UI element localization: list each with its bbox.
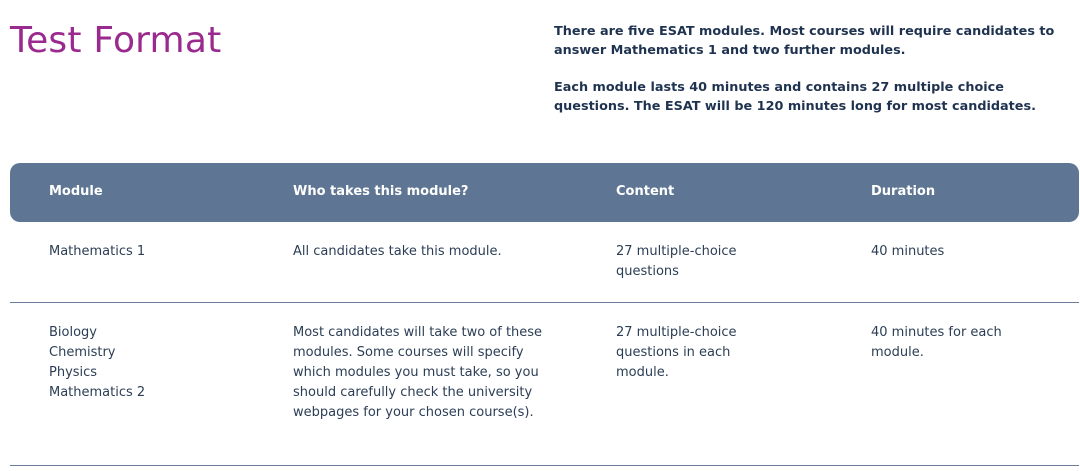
page-title: Test Format [10, 20, 222, 61]
column-header-duration: Duration [871, 184, 936, 199]
column-header-content: Content [616, 184, 675, 199]
intro-text [554, 22, 1074, 134]
content-cell: 27 multiple-choice questions in each module. [616, 325, 737, 380]
module-name: Mathematics 1 [49, 244, 146, 259]
content-cell: 27 multiple-choice questions [616, 244, 737, 279]
table-row [10, 303, 1079, 466]
module-cell [49, 323, 269, 403]
duration-cell: 40 minutes for each module. [871, 325, 1002, 360]
intro-paragraph-1: There are five ESAT modules. Most courses will require candidates to answer Mathematics 1 and two further modules. [554, 24, 1055, 58]
module-cell [49, 242, 269, 262]
module-name: Mathematics 2 [49, 385, 146, 400]
intro-paragraph-2: Each module lasts 40 minutes and contains 27 multiple choice questions. The ESAT will be 120 minutes long for most candidates. [554, 80, 1036, 114]
table-row [10, 222, 1079, 303]
module-name: Physics [49, 365, 98, 380]
test-format-table [10, 163, 1079, 466]
module-name: Biology [49, 325, 97, 340]
module-name: Chemistry [49, 345, 116, 360]
duration-cell: 40 minutes [871, 244, 945, 259]
who-cell: All candidates take this module. [293, 244, 502, 259]
column-header-module: Module [49, 184, 103, 199]
who-cell: Most candidates will take two of these modules. Some courses will specify which modules you must take, so you should carefully check the university webpages for your chosen course(s). [293, 325, 543, 420]
column-header-who: Who takes this module? [293, 184, 469, 199]
table-header [10, 163, 1079, 222]
